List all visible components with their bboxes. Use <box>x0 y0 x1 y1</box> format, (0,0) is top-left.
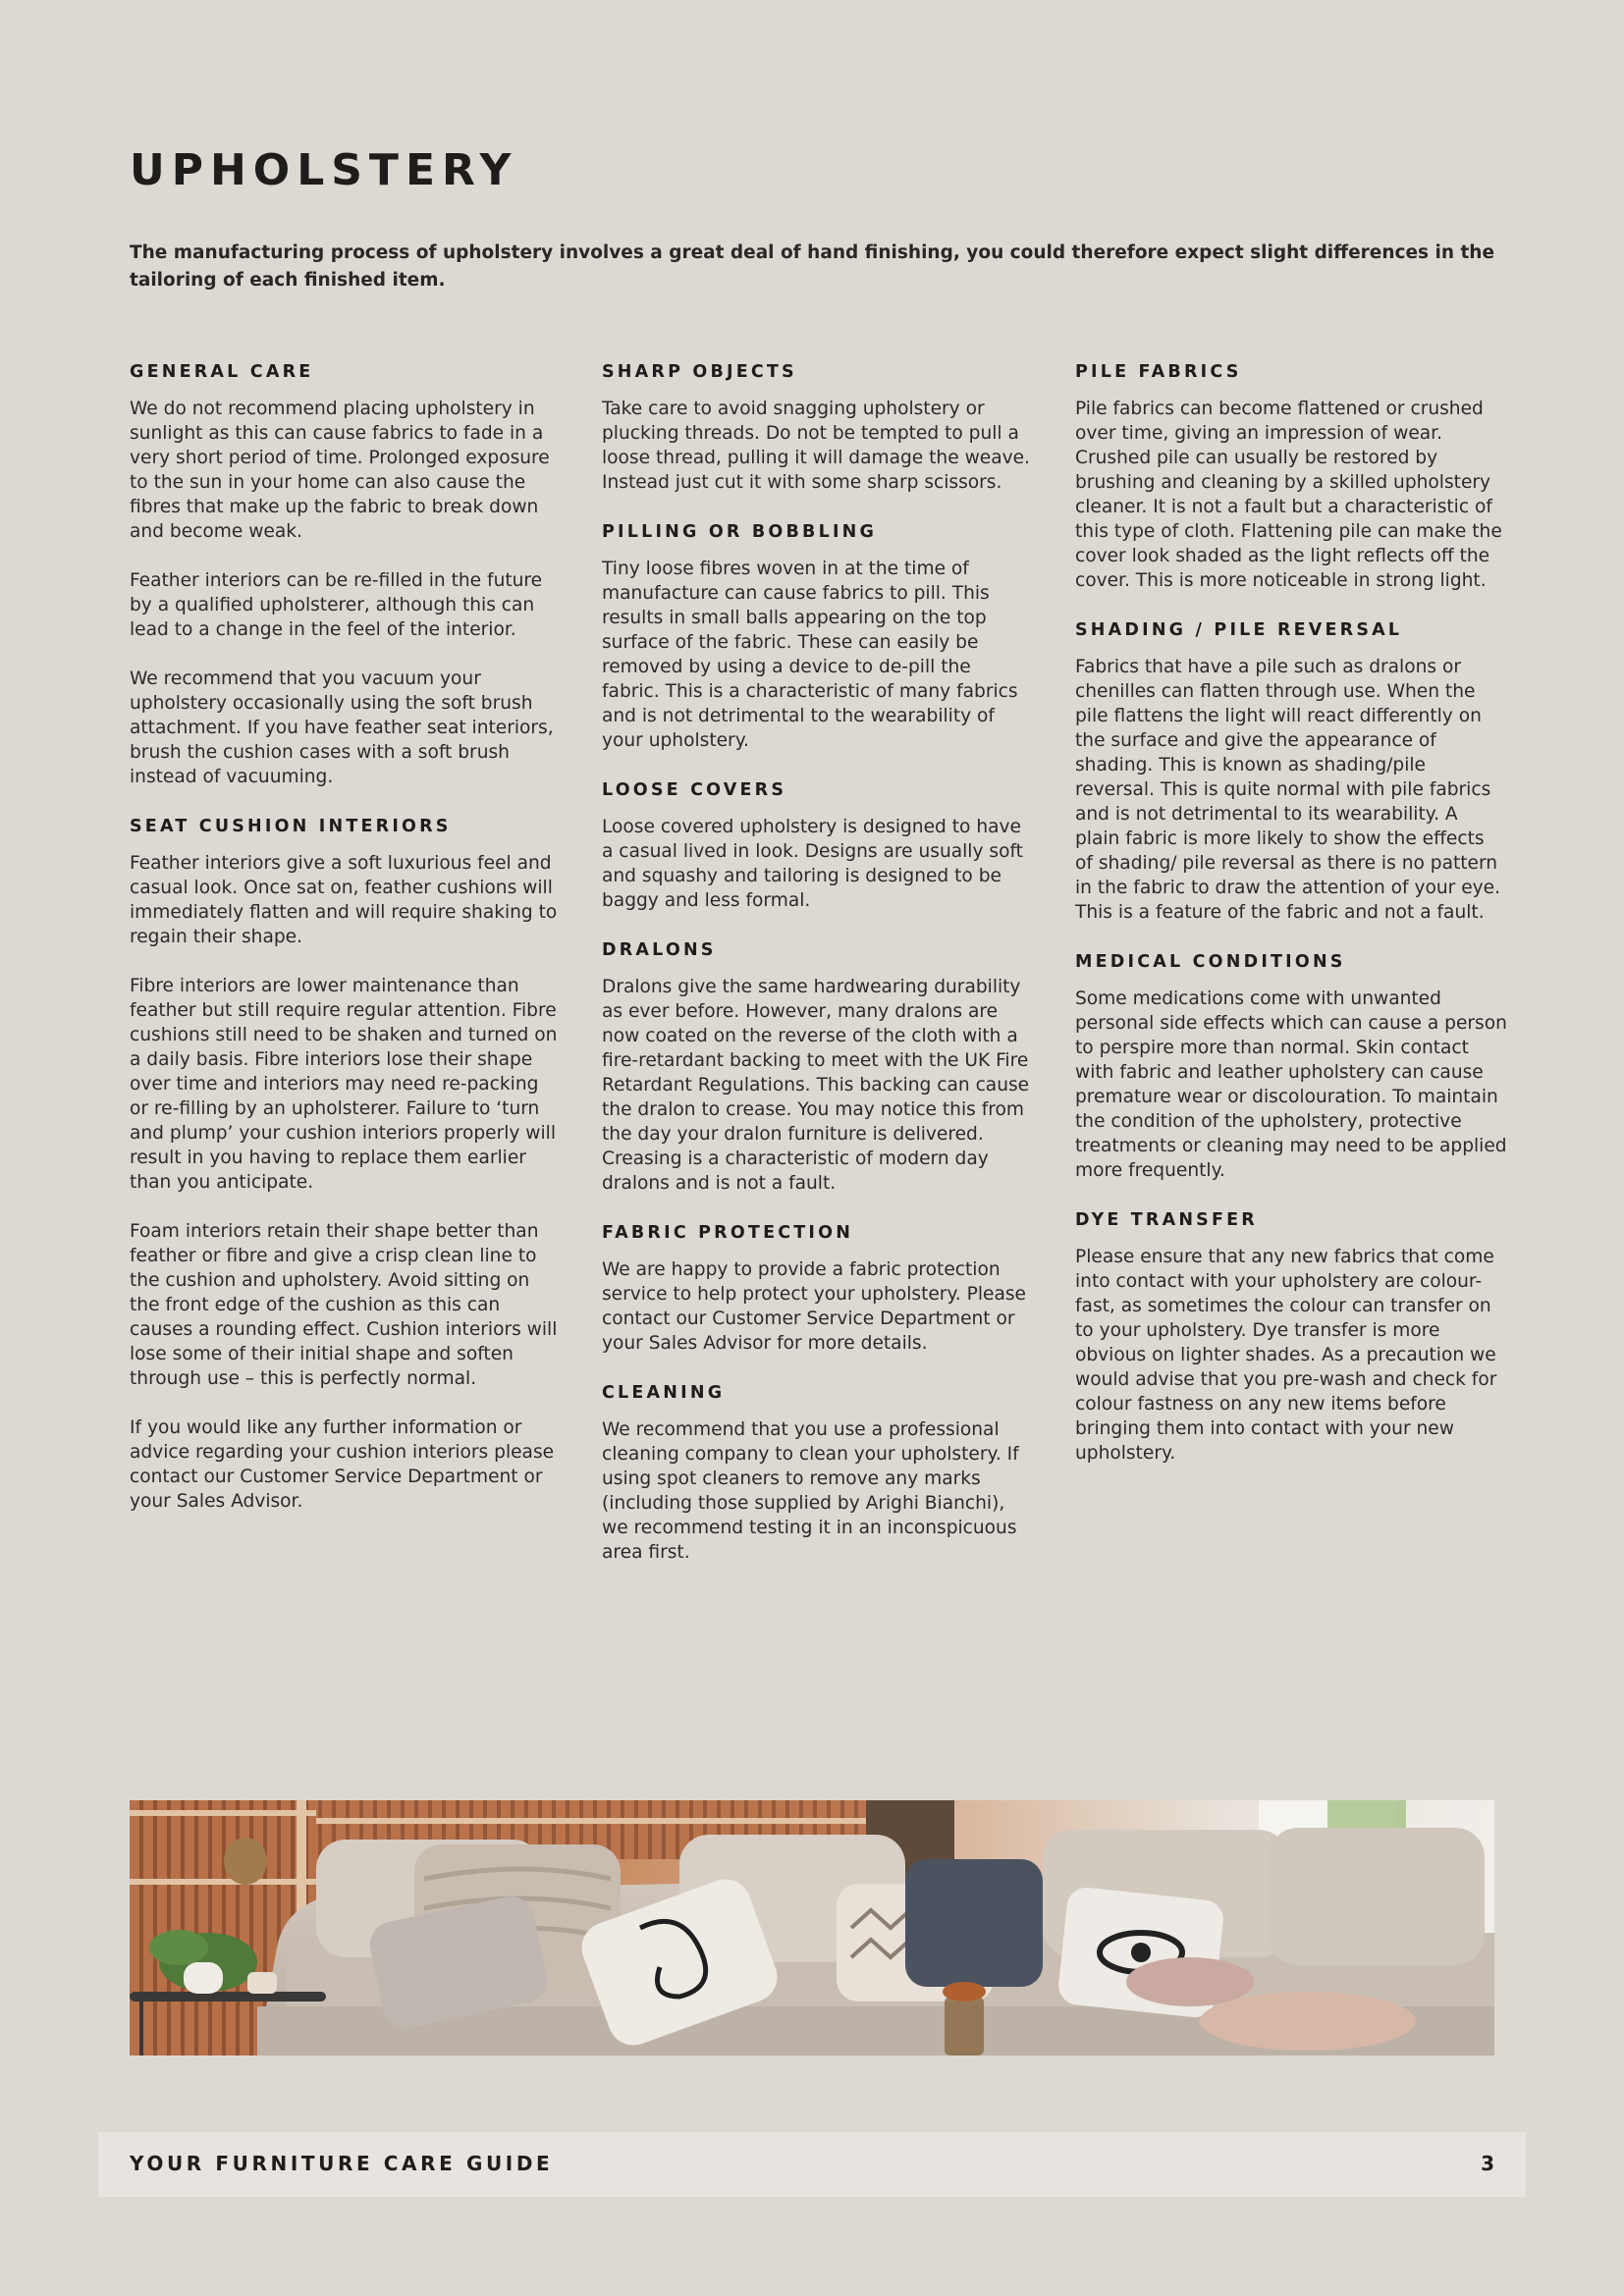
page-title: UPHOLSTERY <box>130 145 518 195</box>
column-middle <box>602 359 1034 1589</box>
section-dye-transfer <box>1075 1207 1507 1466</box>
paragraph: Feather interiors give a soft luxurious feel and casual look. Once sat on, feather cushions will immediately flatten and will require shaking to regain their shape. <box>130 853 558 947</box>
section-title: SEAT CUSHION INTERIORS <box>130 817 452 836</box>
section-shading-pile-reversal <box>1075 617 1507 925</box>
section-title: FABRIC PROTECTION <box>602 1223 854 1243</box>
sofa-photo-illustration <box>130 1800 1494 2056</box>
paragraph: Feather interiors can be re-filled in the future by a qualified upholsterer, although this can lead to a change in the feel of the interior. <box>130 570 543 640</box>
section-title: CLEANING <box>602 1383 726 1403</box>
footer-bar <box>98 2132 1526 2197</box>
paragraph: Tiny loose fibres woven in at the time of manufacture can cause fabrics to pill. This results in small balls appearing on the top surface of the fabric. These can easily be removed by using a device to de-pill the fabric. This is a characteristic of many fabrics and is not detrimental to the wearability of your upholstery. <box>602 559 1018 751</box>
sofa-photo <box>130 1800 1494 2056</box>
paragraph: Fibre interiors are lower maintenance than feather but still require regular attention. Fibre cushions still need to be shaken and turned on a daily basis. Fibre interiors lose their shape over time and interiors may need re-packing or re-filling by an upholsterer. Failure to ‘turn and plump’ your cushion interiors properly will result in you having to replace them earlier than you anticipate. <box>130 976 558 1193</box>
paragraph: Pile fabrics can become flattened or crushed over time, giving an impression of wear. Crushed pile can usually be restored by brushing and cleaning by a skilled upholstery cleaner. It is not a fault but a characteristic of this type of cloth. Flattening pile can make the cover look shaded as the light reflects off the cover. This is more noticeable in strong light. <box>1075 399 1502 591</box>
paragraph: Fabrics that have a pile such as dralons or chenilles can flatten through use. When the pile flattens the light will react differently on the surface and give the appearance of shading. This is known as shading/pile reversal. This is quite normal with pile fabrics and is not detrimental to its wearability. A plain fabric is more likely to show the effects of shading/ pile reversal as there is no pattern in the fabric to draw the attention of your eye. This is a feature of the fabric and not a fault. <box>1075 657 1501 923</box>
section-medical-conditions <box>1075 949 1507 1183</box>
paragraph: Dralons give the same hardwearing durability as ever before. However, many dralons are now coated on the reverse of the cloth with a fire-retardant backing to meet with the UK Fire Retardant Regulations. This backing can cause the dralon to crease. You may notice this from the day your dralon furniture is delivered. Creasing is a characteristic of modern day dralons and is not a fault. <box>602 977 1030 1194</box>
section-title: SHARP OBJECTS <box>602 362 797 382</box>
paragraph: Please ensure that any new fabrics that come into contact with your upholstery are colour-fast, as sometimes the colour can transfer on to your upholstery. Dye transfer is more obvious on lighter shades. As a precaution we would advise that you pre-wash and check for colour fastness on any new items before bringing them into contact with your new upholstery. <box>1075 1247 1497 1464</box>
column-right <box>1075 359 1507 1490</box>
intro-text: The manufacturing process of upholstery involves a great deal of hand finishing, you could therefore expect slight differences in the tailoring of each finished item. <box>130 242 1495 291</box>
section-title: PILLING OR BOBBLING <box>602 522 878 542</box>
section-title: DRALONS <box>602 940 717 960</box>
paragraph: We do not recommend placing upholstery in sunlight as this can cause fabrics to fade in a very short period of time. Prolonged exposure to the sun in your home can also cause the fibres that make up the fabric to break down and become weak. <box>130 399 550 542</box>
paragraph: Loose covered upholstery is designed to have a casual lived in look. Designs are usually soft and squashy and tailoring is designed to be baggy and less formal. <box>602 817 1023 911</box>
footer-title: YOUR FURNITURE CARE GUIDE <box>130 2152 554 2175</box>
section-pilling-or-bobbling <box>602 519 1034 753</box>
section-fabric-protection <box>602 1220 1034 1356</box>
column-left <box>130 359 562 1538</box>
page-number: 3 <box>1481 2152 1494 2175</box>
paragraph: Take care to avoid snagging upholstery or plucking threads. Do not be tempted to pull a loose thread, pulling it will damage the weave. Instead just cut it with some sharp scissors. <box>602 399 1030 493</box>
section-title: DYE TRANSFER <box>1075 1210 1258 1230</box>
section-general-care <box>130 359 562 789</box>
paragraph: Some medications come with unwanted personal side effects which can cause a person to perspire more than normal. Skin contact with fabric and leather upholstery can cause premature wear or discolouration. To maintain the condition of the upholstery, protective treatments or cleaning may need to be applied more frequently. <box>1075 988 1507 1181</box>
paragraph: We recommend that you vacuum your upholstery occasionally using the soft brush attachment. If you have feather seat interiors, brush the cushion cases with a soft brush instead of vacuuming. <box>130 668 554 787</box>
section-sharp-objects <box>602 359 1034 495</box>
paragraph: Foam interiors retain their shape better than feather or fibre and give a crisp clean line to the cushion and upholstery. Avoid sitting on the front edge of the cushion as this can causes a rounding effect. Cushion interiors will lose some of their initial shape and soften through use – this is perfectly normal. <box>130 1221 558 1389</box>
section-cleaning <box>602 1380 1034 1565</box>
paragraph: We recommend that you use a professional cleaning company to clean your upholstery. If using spot cleaners to remove any marks (including those supplied by Arighi Bianchi), we recommend testing it in an inconspicuous area first. <box>602 1419 1019 1563</box>
section-loose-covers <box>602 777 1034 913</box>
section-title: PILE FABRICS <box>1075 362 1242 382</box>
section-title: MEDICAL CONDITIONS <box>1075 952 1346 972</box>
section-title: LOOSE COVERS <box>602 780 787 800</box>
section-title: SHADING / PILE REVERSAL <box>1075 620 1403 640</box>
section-dralons <box>602 937 1034 1196</box>
paragraph: If you would like any further information or advice regarding your cushion interiors please contact our Customer Service Department or your Sales Advisor. <box>130 1417 555 1512</box>
section-pile-fabrics <box>1075 359 1507 593</box>
section-seat-cushion-interiors <box>130 814 562 1514</box>
section-title: GENERAL CARE <box>130 362 314 382</box>
paragraph: We are happy to provide a fabric protection service to help protect your upholstery. Please contact our Customer Service Department or your Sales Advisor for more details. <box>602 1259 1026 1354</box>
